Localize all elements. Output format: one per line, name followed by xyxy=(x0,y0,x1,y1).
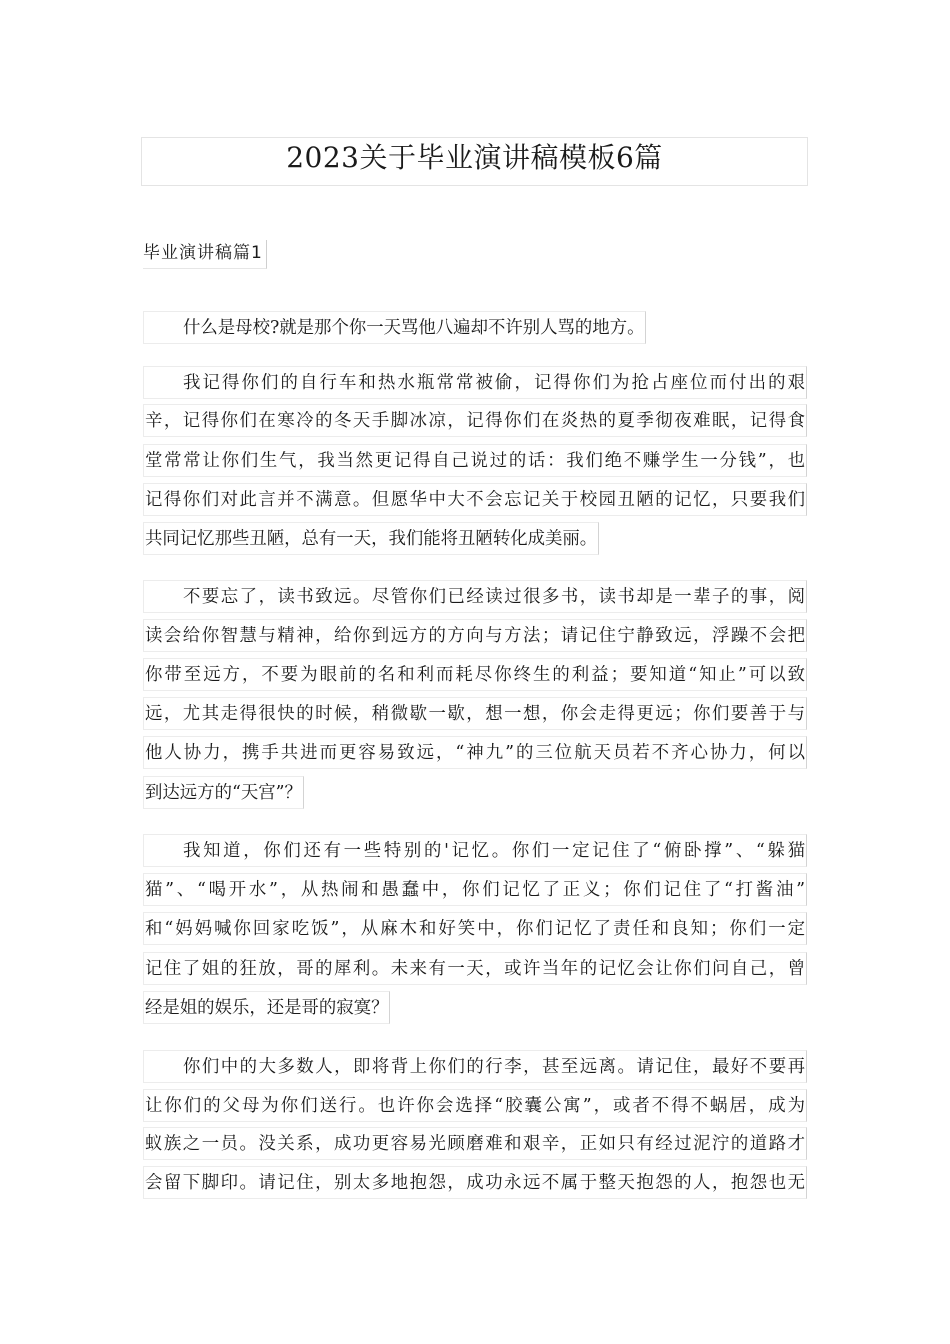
paragraph-line: 堂常常让你们生气，我当然更记得自己说过的话：我们绝不赚学生一分钱”，也 xyxy=(143,444,807,477)
paragraph-line: 蚁族之一员。没关系，成功更容易光顾磨难和艰辛，正如只有经过泥泞的道路才 xyxy=(143,1127,807,1160)
paragraph-line: 不要忘了，读书致远。尽管你们已经读过很多书，读书却是一辈子的事，阅 xyxy=(143,580,807,613)
paragraph-line: 我知道，你们还有一些特别的'记忆。你们一定记住了“俯卧撑”、“躲猫 xyxy=(143,834,807,867)
paragraph-line: 远，尤其走得很快的时候，稍微歇一歇，想一想，你会走得更远；你们要善于与 xyxy=(143,697,807,730)
paragraph-line: 共同记忆那些丑陋，总有一天，我们能将丑陋转化成美丽。 xyxy=(143,522,599,555)
document-title: 2023关于毕业演讲稿模板6篇 xyxy=(141,137,808,186)
paragraph-line: 猫”、“喝开水”，从热闹和愚蠢中，你们记忆了正义；你们记住了“打酱油” xyxy=(143,873,807,906)
paragraph-line: 到达远方的“天宫”？ xyxy=(143,776,304,809)
paragraph-line: 你带至远方，不要为眼前的名和利而耗尽你终生的利益；要知道“知止”可以致 xyxy=(143,658,807,691)
paragraph-line: 他人协力，携手共进而更容易致远，“神九”的三位航天员若不齐心协力，何以 xyxy=(143,736,807,769)
paragraph-line: 记住了姐的狂放，哥的犀利。未来有一天，或许当年的记忆会让你们问自己，曾 xyxy=(143,952,807,985)
section-heading: 毕业演讲稿篇1 xyxy=(143,240,267,269)
paragraph-line: 记得你们对此言并不满意。但愿华中大不会忘记关于校园丑陋的记忆，只要我们 xyxy=(143,483,807,516)
paragraph-line: 会留下脚印。请记住，别太多地抱怨，成功永远不属于整天抱怨的人，抱怨也无 xyxy=(143,1166,807,1199)
paragraph-line: 什么是母校?就是那个你一天骂他八遍却不许别人骂的地方。 xyxy=(143,311,646,344)
paragraph-line: 经是姐的娱乐，还是哥的寂寞？ xyxy=(143,991,390,1024)
paragraph-line: 辛，记得你们在寒冷的冬天手脚冰凉，记得你们在炎热的夏季彻夜难眠，记得食 xyxy=(143,404,807,437)
paragraph-line: 我记得你们的自行车和热水瓶常常被偷，记得你们为抢占座位而付出的艰 xyxy=(143,366,807,399)
paragraph-line: 和“妈妈喊你回家吃饭”，从麻木和好笑中，你们记忆了责任和良知；你们一定 xyxy=(143,912,807,945)
paragraph-line: 读会给你智慧与精神，给你到远方的方向与方法；请记住宁静致远，浮躁不会把 xyxy=(143,619,807,652)
paragraph-line: 你们中的大多数人，即将背上你们的行李，甚至远离。请记住，最好不要再 xyxy=(143,1050,807,1083)
paragraph-line: 让你们的父母为你们送行。也许你会选择“胶囊公寓”，或者不得不蜗居，成为 xyxy=(143,1089,807,1122)
